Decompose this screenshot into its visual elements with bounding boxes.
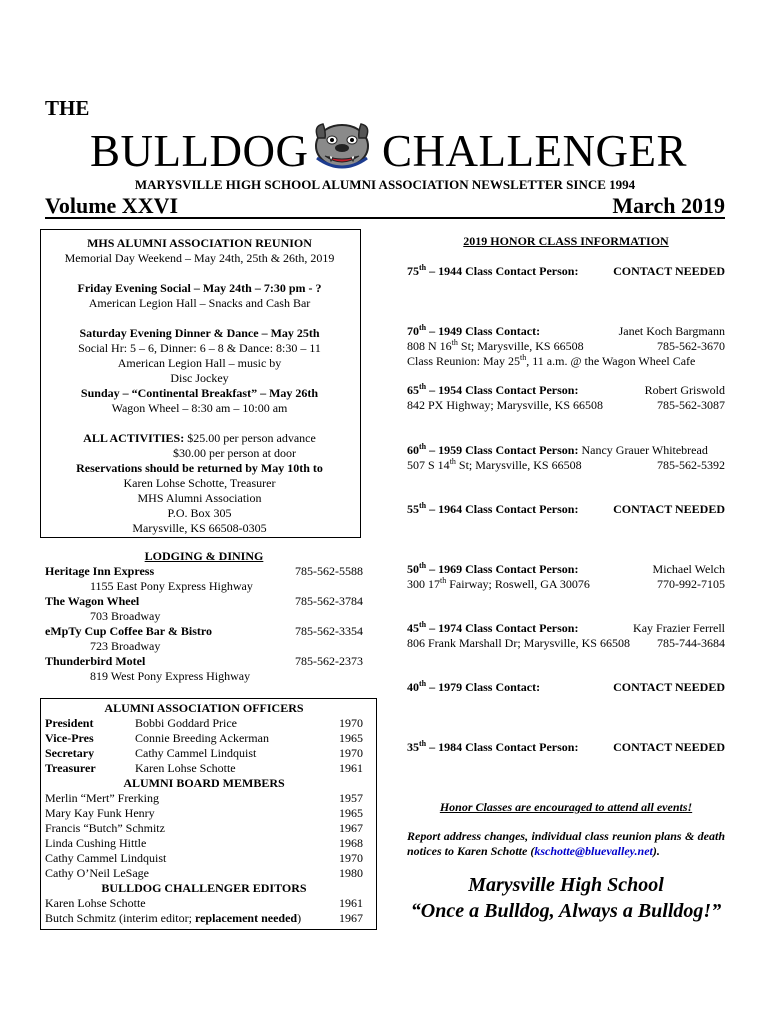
contact-name: Janet Koch Bargmann — [618, 324, 725, 338]
editor-row — [45, 896, 363, 911]
officer-row — [45, 761, 363, 776]
lodging-address: 723 Broadway — [90, 639, 161, 653]
address-line: MHS Alumni Association — [137, 491, 262, 505]
saturday-title: Saturday Evening Dinner & Dance – May 25th — [79, 326, 320, 340]
class-number: 75 — [407, 264, 419, 278]
board-name: Mary Kay Funk Henry — [45, 806, 155, 820]
officers-section — [45, 701, 363, 926]
officer-role: Secretary — [45, 746, 95, 760]
reunion-title: MHS ALUMNI ASSOCIATION REUNION — [87, 236, 312, 250]
contact-address: 806 Frank Marshall Dr; Marysville, KS 66508 — [407, 636, 630, 650]
contact-address: 808 N 16 — [407, 339, 452, 353]
saturday-location: American Legion Hall – music by — [117, 356, 282, 370]
officer-role: President — [45, 716, 94, 730]
board-name: Cathy O’Neil LeSage — [45, 866, 149, 880]
ordinal-suffix: th — [520, 353, 527, 362]
board-row — [45, 821, 363, 836]
board-year: 1980 — [339, 866, 363, 880]
class-label: – 1979 Class Contact: — [426, 680, 541, 694]
board-row — [45, 791, 363, 806]
honor-class-75 — [407, 264, 725, 279]
contact-address: 300 17 — [407, 577, 440, 591]
reservations-note: Reservations should be returned by May 10th to — [76, 461, 323, 475]
editor-row — [45, 911, 363, 926]
lodging-name: Thunderbird Motel — [45, 654, 146, 668]
editor-name: Karen Lohse Schotte — [45, 896, 146, 910]
board-row — [45, 836, 363, 851]
reunion-weekend: Memorial Day Weekend – May 24th, 25th & 26th, 2019 — [64, 251, 335, 265]
motto-slogan: “Once a Bulldog, Always a Bulldog!” — [410, 900, 722, 922]
officer-row — [45, 716, 363, 731]
honor-class-65 — [407, 383, 725, 413]
lodging-item — [45, 594, 363, 609]
report-note — [407, 829, 725, 859]
honor-class-60 — [407, 443, 725, 473]
board-title: ALUMNI BOARD MEMBERS — [123, 776, 285, 790]
lodging-item — [45, 654, 363, 669]
board-row — [45, 866, 363, 881]
honor-class-50 — [407, 562, 725, 592]
motto-school: Marysville High School — [468, 874, 664, 896]
contact-address: St; Marysville, KS 66508 — [457, 339, 584, 353]
honor-class-45 — [407, 621, 725, 651]
contact-needed: CONTACT NEEDED — [613, 740, 725, 754]
masthead-the: THE — [45, 96, 90, 120]
address-line: P.O. Box 305 — [167, 506, 232, 520]
contact-address: 507 S 14 — [407, 458, 450, 472]
editor-year: 1967 — [339, 911, 363, 925]
honor-section — [407, 234, 725, 249]
honor-class-70 — [407, 324, 725, 369]
editor-name: Butch Schmitz (interim editor; — [45, 911, 195, 925]
ordinal-suffix: th — [419, 382, 427, 391]
header-rule — [45, 217, 725, 219]
contact-phone: 785-562-3670 — [657, 339, 725, 353]
officer-role: Treasurer — [45, 761, 96, 775]
class-label: – 1954 Class Contact Person: — [426, 383, 579, 397]
honor-title: 2019 HONOR CLASS INFORMATION — [463, 234, 669, 248]
ordinal-suffix: th — [449, 457, 456, 466]
officer-name: Cathy Cammel Lindquist — [135, 746, 257, 760]
all-activities-line — [40, 431, 359, 446]
lodging-address: 703 Broadway — [90, 609, 161, 623]
editor-paren: ) — [297, 911, 302, 925]
contact-name: Robert Griswold — [644, 383, 725, 397]
all-activities-label: ALL ACTIVITIES: — [83, 431, 185, 445]
officer-row — [45, 731, 363, 746]
reunion-section — [40, 236, 359, 536]
honor-class-55 — [407, 502, 725, 517]
class-label: – 1959 Class Contact Person: — [426, 443, 579, 457]
class-label: – 1984 Class Contact Person: — [426, 740, 579, 754]
sunday-title: Sunday – “Continental Breakfast” – May 26th — [80, 386, 319, 400]
board-name: Francis “Butch” Schmitz — [45, 821, 165, 835]
officer-year: 1961 — [339, 761, 363, 775]
board-year: 1965 — [339, 806, 363, 820]
board-year: 1968 — [339, 836, 363, 850]
issue-date: March 2019 — [612, 193, 725, 218]
report-text: Report address changes, individual class reunion plans & death notices to Karen Schotte ( — [407, 829, 725, 858]
class-label: – 1974 Class Contact Person: — [426, 621, 579, 635]
officer-year: 1970 — [339, 746, 363, 760]
board-year: 1957 — [339, 791, 363, 805]
lodging-phone: 785-562-2373 — [295, 654, 363, 668]
volume-number: Volume XXVI — [45, 193, 179, 218]
report-text-end: ). — [652, 844, 660, 858]
class-number: 70 — [407, 324, 419, 338]
ordinal-suffix: th — [419, 679, 427, 688]
lodging-name: The Wagon Wheel — [45, 594, 140, 608]
officer-year: 1970 — [339, 716, 363, 730]
lodging-name: eMpTy Cup Coffee Bar & Bistro — [45, 624, 212, 638]
masthead-title-bulldog: BULLDOG — [90, 126, 309, 176]
board-row — [45, 806, 363, 821]
officers-title: ALUMNI ASSOCIATION OFFICERS — [104, 701, 304, 715]
honor-class-35 — [407, 740, 725, 755]
honor-encourage: Honor Classes are encouraged to attend all events! — [439, 800, 693, 814]
masthead-title-challenger: CHALLENGER — [382, 126, 687, 176]
contact-phone: 770-992-7105 — [657, 577, 725, 591]
ordinal-suffix: th — [419, 561, 427, 570]
lodging-title: LODGING & DINING — [144, 549, 264, 563]
contact-name: Michael Welch — [652, 562, 725, 576]
class-number: 65 — [407, 383, 419, 397]
ordinal-suffix: th — [419, 501, 427, 510]
honor-class-40 — [407, 680, 725, 695]
board-year: 1970 — [339, 851, 363, 865]
all-activities-price-door: $30.00 per person at door — [173, 446, 296, 460]
bulldog-mascot-icon — [311, 118, 373, 170]
class-number: 40 — [407, 680, 419, 694]
contact-address: 842 PX Highway; Marysville, KS 66508 — [407, 398, 603, 412]
contact-needed: CONTACT NEEDED — [613, 502, 725, 516]
address-line: Marysville, KS 66508-0305 — [132, 521, 267, 535]
officer-role: Vice-Pres — [45, 731, 94, 745]
board-name: Merlin “Mert” Frerking — [45, 791, 159, 805]
class-number: 60 — [407, 443, 419, 457]
address-line: Karen Lohse Schotte, Treasurer — [123, 476, 276, 490]
officer-year: 1965 — [339, 731, 363, 745]
saturday-location-2: Disc Jockey — [170, 371, 229, 385]
lodging-address: 1155 East Pony Express Highway — [90, 579, 253, 593]
ordinal-suffix: th — [451, 338, 458, 347]
masthead-subtitle: MARYSVILLE HIGH SCHOOL ALUMNI ASSOCIATION NEWSLETTER SINCE 1994 — [134, 177, 636, 192]
lodging-item — [45, 624, 363, 639]
ordinal-suffix: th — [440, 576, 447, 585]
board-year: 1967 — [339, 821, 363, 835]
lodging-item — [45, 564, 363, 579]
contact-needed: CONTACT NEEDED — [613, 680, 725, 694]
contact-address: St; Marysville, KS 66508 — [455, 458, 582, 472]
lodging-phone: 785-562-3784 — [295, 594, 363, 608]
ordinal-suffix: th — [419, 739, 427, 748]
saturday-times: Social Hr: 5 – 6, Dinner: 6 – 8 & Dance: 8:30 – 11 — [78, 341, 321, 355]
officer-name: Bobbi Goddard Price — [135, 716, 237, 730]
class-label: – 1964 Class Contact Person: — [426, 502, 579, 516]
friday-title: Friday Evening Social – May 24th – 7:30 pm - ? — [77, 281, 322, 295]
class-reunion: Class Reunion: May 25 — [407, 354, 520, 368]
board-name: Cathy Cammel Lindquist — [45, 851, 167, 865]
board-row — [45, 851, 363, 866]
lodging-section — [45, 549, 363, 684]
officer-name: Connie Breeding Ackerman — [135, 731, 269, 745]
friday-location: American Legion Hall – Snacks and Cash Bar — [88, 296, 311, 310]
email-link[interactable]: kschotte@bluevalley.net — [534, 844, 653, 858]
class-number: 50 — [407, 562, 419, 576]
lodging-phone: 785-562-5588 — [295, 564, 363, 578]
ordinal-suffix: th — [419, 442, 427, 451]
contact-address: Fairway; Roswell, GA 30076 — [446, 577, 590, 591]
ordinal-suffix: th — [419, 323, 427, 332]
class-label: – 1944 Class Contact Person: — [426, 264, 579, 278]
class-reunion: , 11 a.m. @ the Wagon Wheel Cafe — [526, 354, 696, 368]
lodging-address: 819 West Pony Express Highway — [90, 669, 251, 683]
class-label: – 1949 Class Contact: — [426, 324, 541, 338]
class-label: – 1969 Class Contact Person: — [426, 562, 579, 576]
lodging-name: Heritage Inn Express — [45, 564, 155, 578]
ordinal-suffix: th — [419, 263, 427, 272]
lodging-phone: 785-562-3354 — [295, 624, 363, 638]
officer-row — [45, 746, 363, 761]
contact-phone: 785-562-5392 — [657, 458, 725, 472]
class-number: 55 — [407, 502, 419, 516]
class-number: 35 — [407, 740, 419, 754]
replacement-needed-note: replacement needed — [194, 911, 298, 925]
class-number: 45 — [407, 621, 419, 635]
editors-title: BULLDOG CHALLENGER EDITORS — [101, 881, 307, 895]
ordinal-suffix: th — [419, 620, 427, 629]
board-name: Linda Cushing Hittle — [45, 836, 147, 850]
officer-name: Karen Lohse Schotte — [135, 761, 236, 775]
contact-name: Kay Frazier Ferrell — [633, 621, 725, 635]
editor-year: 1961 — [339, 896, 363, 910]
contact-name: Nancy Grauer Whitebread — [578, 443, 708, 457]
contact-phone: 785-744-3684 — [657, 636, 725, 650]
sunday-location: Wagon Wheel – 8:30 am – 10:00 am — [111, 401, 288, 415]
contact-needed: CONTACT NEEDED — [613, 264, 725, 278]
contact-phone: 785-562-3087 — [657, 398, 725, 412]
all-activities-price-advance: $25.00 per person advance — [184, 431, 316, 445]
